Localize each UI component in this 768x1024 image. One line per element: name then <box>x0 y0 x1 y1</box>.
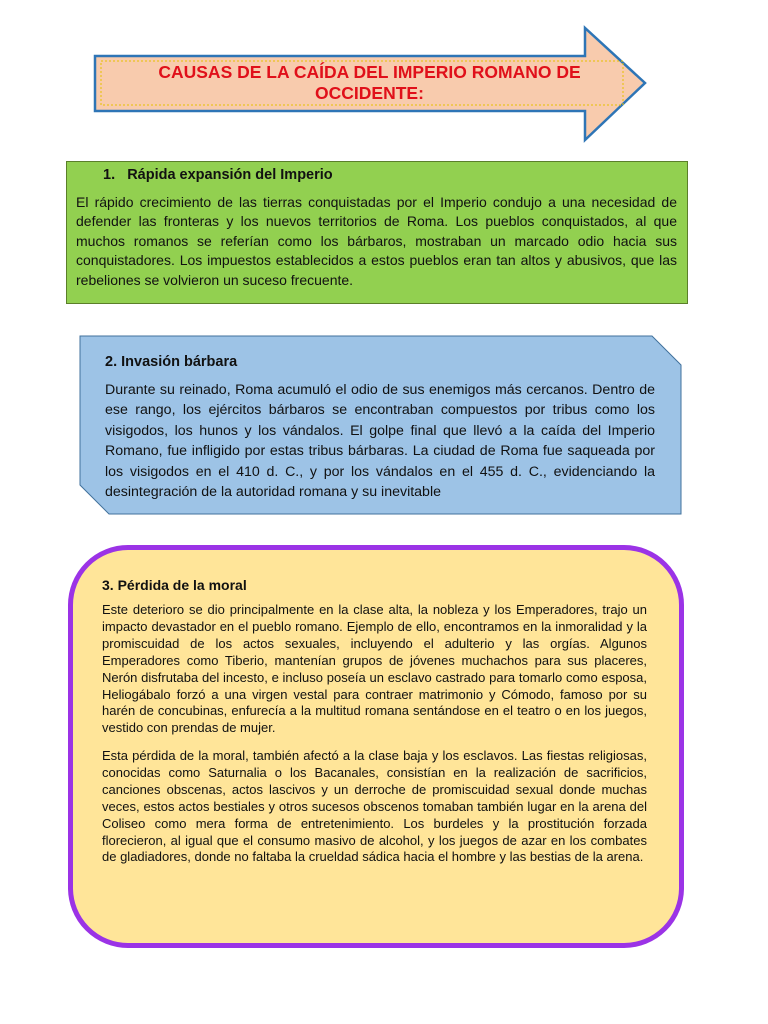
section-2-paragraph: Durante su reinado, Roma acumuló el odio de sus enemigos más cercanos. Dentro de ese rango, los ejércitos bárbaros se encontraban compuestos por tribus como los visigodos, los hunos y los vándalos. El golpe final que llevó a la caída del Imperio Romano, fue infligido por estas tribus bárbaras. La ciudad de Roma fue saqueada por los visigodos en el 410 d. C., y por los vándalos en el 455 d. C., evidenciando la desintegración de la autoridad romana y su inevitable <box>105 382 655 501</box>
section-2-heading: 2. Invasión bárbara <box>105 354 238 370</box>
section-3-paragraph-1: Este deterioro se dio principalmente en la clase alta, la nobleza y los Emperadores, trajo un impacto devastador en el pueblo romano. Ejemplo de ello, encontramos en la inmoralidad y la promiscuidad de los actos sexuales, incluyendo el adulterio y las orgías. Algunos Emperadores como Tiberio, mantenían grupos de jóvenes muchachos para sus placeres, Nerón disfrutaba del incesto, e incluso poseía un esclavo castrado para tomarlo como esposa, Heliogábalo forzó a una virgen vestal para contraer matrimonio y Cómodo, famoso por su harén de concubinas, enfurecía a la multitud romana sentándose en el teatro o en los juegos, vestido con prendas de mujer. <box>102 602 647 736</box>
page-title: CAUSAS DE LA CAÍDA DEL IMPERIO ROMANO DE OCCIDENTE: <box>158 62 581 103</box>
section-3-paragraph-2: Esta pérdida de la moral, también afectó a la clase baja y los esclavos. Las fiestas religiosas, conocidas como Saturnalia o los Bacanales, consistían en la realización de sacrificios, canciones obscenas, actos lascivos y un derroche de promiscuidad sexual donde muchas veces, estos actos bestiales y otros sucesos obscenos tomaban también lugar en la arena del Coliseo como mera forma de entretenimiento. Los burdeles y la prostitución forzada florecieron, al igual que el consumo masivo de alcohol, y los juegos de azar en los combates de gladiadores, donde no faltaba la crueldad sádica hacia el hombre y las bestias de la arena. <box>102 748 647 865</box>
section-3-heading: 3. Pérdida de la moral <box>102 577 247 593</box>
section-1-title: Rápida expansión del Imperio <box>127 167 333 183</box>
section-1-paragraph: El rápido crecimiento de las tierras conquistadas por el Imperio condujo a una necesidad de defender las fronteras y los nuevos territorios de Roma. Los pueblos conquistados, al que muchos romanos se referían como los bárbaros, mostraban un marcado odio hacia sus conquistadores. Los impuestos establecidos a estos pueblos eran tan altos y abusivos, que las rebeliones se volvieron un suceso frecuente. <box>76 194 677 288</box>
section-1-number: 1. <box>103 167 116 183</box>
